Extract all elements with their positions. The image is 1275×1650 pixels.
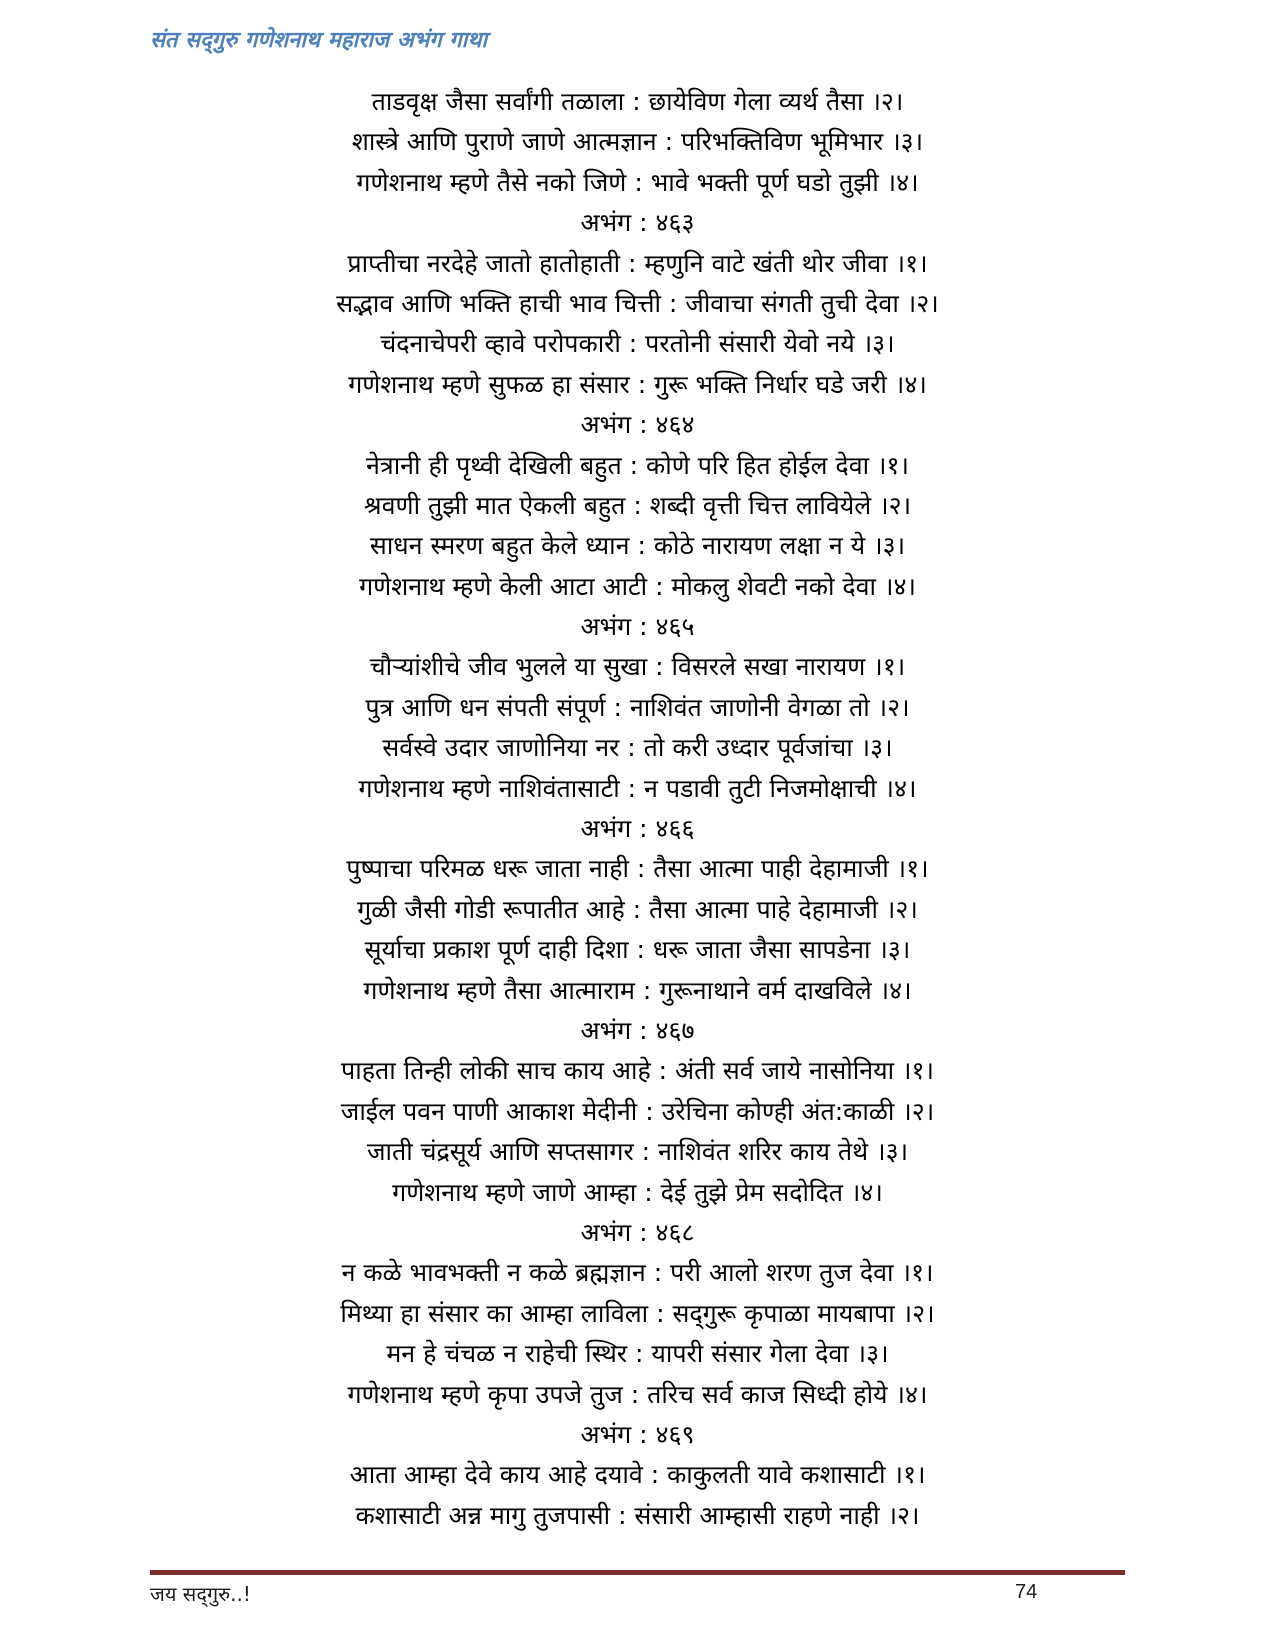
footer-divider bbox=[150, 1570, 1125, 1575]
abhang-heading: अभंग : ४६५ bbox=[580, 612, 695, 642]
verse-line: शास्त्रे आणि पुराणे जाणे आत्मज्ञान : परिभक्तिविण भूमिभार ।३। bbox=[351, 127, 924, 157]
abhang-heading: अभंग : ४६६ bbox=[580, 814, 695, 844]
verse-line: सूर्याचा प्रकाश पूर्ण दाही दिशा : धरू जाता जैसा सापडेना ।३। bbox=[364, 935, 911, 965]
verse-line: पाहता तिन्ही लोकी साच काय आहे : अंती सर्व जाये नासोनिया ।१। bbox=[341, 1056, 934, 1086]
verse-line: गणेशनाथ म्हणे सुफळ हा संसार : गुरू भक्ति निर्धार घडे जरी ।४। bbox=[348, 369, 927, 399]
verse-line: चौऱ्यांशीचे जीव भुलले या सुखा : विसरले सखा नारायण ।१। bbox=[369, 652, 906, 682]
verse-line: श्रवणी तुझी मात ऐकली बहुत : शब्दी वृत्ती चित्त लावियेले ।२। bbox=[363, 490, 912, 520]
abhang-text-block bbox=[150, 82, 1125, 1536]
verse-line: पुष्पाचा परिमळ धरू जाता नाही : तैसा आत्मा पाही देहामाजी ।१। bbox=[346, 854, 929, 884]
verse-line: नेत्रानी ही पृथ्वी देखिली बहुत : कोणे परि हित होईल देवा ।१। bbox=[366, 450, 909, 480]
verse-line: पुत्र आणि धन संपती संपूर्ण : नाशिवंत जाणोनी वेगळा तो ।२। bbox=[365, 692, 910, 722]
verse-line: जाती चंद्रसूर्य आणि सप्तसागर : नाशिवंत शरिर काय तेथे ।३। bbox=[366, 1137, 909, 1167]
verse-line: गणेशनाथ म्हणे जाणे आम्हा : देई तुझे प्रेम सदोदित ।४। bbox=[392, 1177, 883, 1207]
verse-line: जाईल पवन पाणी आकाश मेदीनी : उरेचिना कोण्ही अंत:काळी ।२। bbox=[340, 1096, 935, 1126]
verse-line: गणेशनाथ म्हणे तैसे नको जिणे : भावे भक्ती पूर्ण घडो तुझी ।४। bbox=[356, 167, 919, 197]
footer-text: जय सद्‌गुरु..! bbox=[150, 1582, 251, 1606]
verse-line: गुळी जैसी गोडी रूपातीत आहे : तैसा आत्मा पाहे देहामाजी ।२। bbox=[357, 894, 918, 924]
abhang-heading: अभंग : ४६८ bbox=[580, 1217, 695, 1247]
abhang-heading: अभंग : ४६३ bbox=[580, 208, 695, 238]
verse-line: गणेशनाथ म्हणे कृपा उपजे तुज : तरिच सर्व काज सिध्दी होये ।४। bbox=[347, 1379, 928, 1409]
verse-line: सर्वस्वे उदार जाणोनिया नर : तो करी उध्दार पूर्वजांचा ।३। bbox=[382, 733, 893, 763]
verse-line: कशासाटी अन्न मागु तुजपासी : संसारी आम्हासी राहणे नाही ।२। bbox=[355, 1500, 920, 1530]
abhang-heading: अभंग : ४६७ bbox=[580, 1015, 695, 1045]
verse-line: चंदनाचेपरी व्हावे परोपकारी : परतोनी संसारी येवो नये ।३। bbox=[380, 329, 895, 359]
verse-line: न कळे भावभक्ती न कळे ब्रह्मज्ञान : परी आलो शरण तुज देवा ।१। bbox=[341, 1258, 934, 1288]
verse-line: गणेशनाथ म्हणे नाशिवंतासाटी : न पडावी तुटी निजमोक्षाची ।४। bbox=[358, 773, 917, 803]
verse-line: गणेशनाथ म्हणे तैसा आत्माराम : गुरूनाथाने वर्म दाखविले ।४। bbox=[363, 975, 912, 1005]
verse-line: आता आम्हा देवे काय आहे दयावे : काकुलती यावे कशासाटी ।१। bbox=[349, 1460, 926, 1490]
page-header-title: संत सद्‌गुरु गणेशनाथ महाराज अभंग गाथा bbox=[150, 28, 488, 53]
verse-line: प्राप्तीचा नरदेहे जातो हातोहाती : म्हणुनि वाटे खंती थोर जीवा ।१। bbox=[347, 248, 928, 278]
abhang-heading: अभंग : ४६४ bbox=[580, 410, 695, 440]
verse-line: मिथ्या हा संसार का आम्हा लाविला : सद्‌गुरू कृपाळा मायबापा ।२। bbox=[340, 1298, 935, 1328]
abhang-heading: अभंग : ४६९ bbox=[580, 1419, 695, 1449]
verse-line: ताडवृक्ष जैसा सर्वांगी तळाला : छायेविण गेला व्यर्थ तैसा ।२। bbox=[371, 87, 904, 116]
verse-line: साधन स्मरण बहुत केले ध्यान : कोठे नारायण लक्षा न ये ।३। bbox=[369, 531, 906, 561]
verse-line: मन हे चंचळ न राहेची स्थिर : यापरी संसार गेला देवा ।३। bbox=[386, 1339, 889, 1369]
verse-line: सद्भाव आणि भक्ति हाची भाव चित्ती : जीवाचा संगती तुची देवा ।२। bbox=[336, 288, 939, 318]
page-number: 74 bbox=[1015, 1581, 1038, 1603]
verse-line: गणेशनाथ म्हणे केली आटा आटी : मोकलु शेवटी नको देवा ।४। bbox=[359, 571, 916, 601]
